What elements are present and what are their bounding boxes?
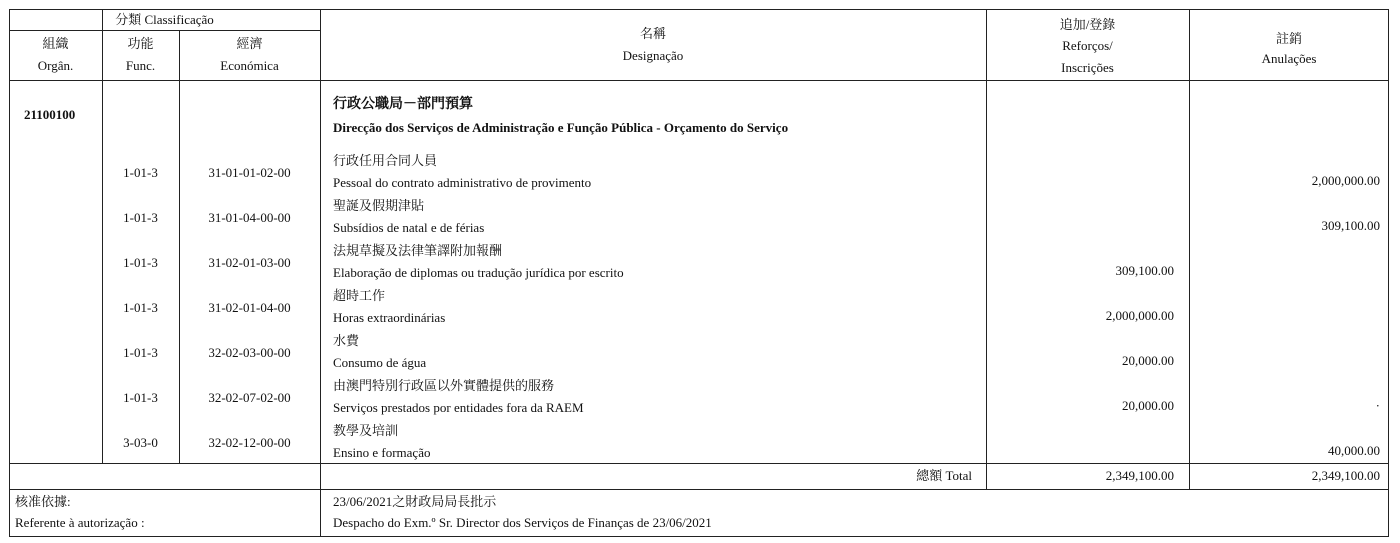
- row-name-pt: Horas extraordinárias: [333, 310, 446, 325]
- row-annulment: ·: [1375, 398, 1380, 413]
- row-divider: [9, 489, 1389, 490]
- row-name-zh: 超時工作: [333, 288, 386, 303]
- organ-code: 21100100: [24, 107, 76, 122]
- reinf-header-pt2: Inscrições: [1061, 60, 1114, 75]
- row-econ-code: 31-02-01-04-00: [208, 300, 291, 315]
- row-name-zh: 法規草擬及法律筆譯附加報酬: [333, 243, 503, 258]
- row-name-pt: Ensino e formação: [333, 445, 431, 460]
- row-annulment: 2,000,000.00: [1311, 173, 1380, 188]
- func-header-pt: Func.: [125, 58, 156, 73]
- row-econ-code: 31-01-01-02-00: [208, 165, 291, 180]
- econ-header-pt: Económica: [220, 58, 279, 73]
- col-divider: [320, 9, 321, 537]
- budget-table-frame: [9, 9, 1389, 537]
- authorization-text-zh: 23/06/2021之財政局局長批示: [333, 494, 497, 509]
- row-name-zh: 聖誕及假期津貼: [333, 198, 425, 213]
- row-annulment: 40,000.00: [1328, 443, 1380, 458]
- reinf-header-pt1: Reforços/: [1062, 38, 1113, 53]
- authorization-label-pt: Referente à autorização :: [15, 515, 145, 530]
- annul-header-zh: 註銷: [1275, 31, 1302, 46]
- authorization-label-zh: 核准依據:: [15, 494, 71, 509]
- row-name-pt: Elaboração de diplomas ou tradução jurídica por escrito: [333, 265, 624, 280]
- row-reinforcement: 2,000,000.00: [1105, 308, 1174, 323]
- row-func-code: 1-01-3: [123, 345, 158, 360]
- row-econ-code: 32-02-12-00-00: [208, 435, 291, 450]
- desig-header-zh: 名稱: [639, 26, 666, 41]
- row-divider: [9, 30, 320, 31]
- col-divider: [986, 9, 987, 489]
- func-header-zh: 功能: [127, 36, 154, 51]
- organ-header-zh: 組織: [42, 36, 69, 51]
- row-reinforcement: 20,000.00: [1122, 398, 1174, 413]
- row-name-pt: Pessoal do contrato administrativo de provimento: [333, 175, 592, 190]
- row-divider: [9, 463, 1389, 464]
- total-annulment: 2,349,100.00: [1311, 468, 1380, 483]
- annul-header-pt: Anulações: [1261, 51, 1317, 66]
- row-econ-code: 31-01-04-00-00: [208, 210, 291, 225]
- row-divider: [9, 80, 1389, 81]
- reinf-header-zh: 追加/登錄: [1059, 17, 1116, 32]
- row-name-zh: 由澳門特別行政區以外實體提供的服務: [333, 378, 555, 393]
- authorization-text-pt: Despacho do Exm.º Sr. Director dos Serviços de Finanças de 23/06/2021: [333, 515, 712, 530]
- row-reinforcement: 20,000.00: [1122, 353, 1174, 368]
- row-name-pt: Serviços prestados por entidades fora da RAEM: [333, 400, 584, 415]
- row-func-code: 1-01-3: [123, 165, 158, 180]
- row-func-code: 3-03-0: [123, 435, 158, 450]
- row-func-code: 1-01-3: [123, 300, 158, 315]
- row-name-zh: 教學及培訓: [333, 423, 399, 438]
- row-reinforcement: 309,100.00: [1115, 263, 1174, 278]
- row-econ-code: 32-02-03-00-00: [208, 345, 291, 360]
- organ-header-pt: Orgân.: [37, 58, 74, 73]
- row-func-code: 1-01-3: [123, 390, 158, 405]
- classification-header: 分類 Classificação: [115, 12, 214, 27]
- row-name-pt: Subsídios de natal e de férias: [333, 220, 485, 235]
- row-econ-code: 31-02-01-03-00: [208, 255, 291, 270]
- organ-name-pt: Direcção dos Serviços de Administração e Função Pública - Orçamento do Serviço: [333, 120, 789, 135]
- desig-header-pt: Designação: [622, 48, 684, 63]
- col-divider: [1189, 9, 1190, 489]
- total-reinforcement: 2,349,100.00: [1105, 468, 1174, 483]
- row-annulment: 309,100.00: [1321, 218, 1380, 233]
- row-func-code: 1-01-3: [123, 210, 158, 225]
- row-name-pt: Consumo de água: [333, 355, 427, 370]
- row-name-zh: 行政任用合同人員: [333, 153, 438, 168]
- econ-header-zh: 經濟: [236, 36, 263, 51]
- organ-name-zh: 行政公職局－部門預算: [333, 97, 473, 112]
- row-name-zh: 水費: [333, 333, 360, 348]
- row-func-code: 1-01-3: [123, 255, 158, 270]
- row-econ-code: 32-02-07-02-00: [208, 390, 291, 405]
- total-label: 總額 Total: [916, 468, 972, 483]
